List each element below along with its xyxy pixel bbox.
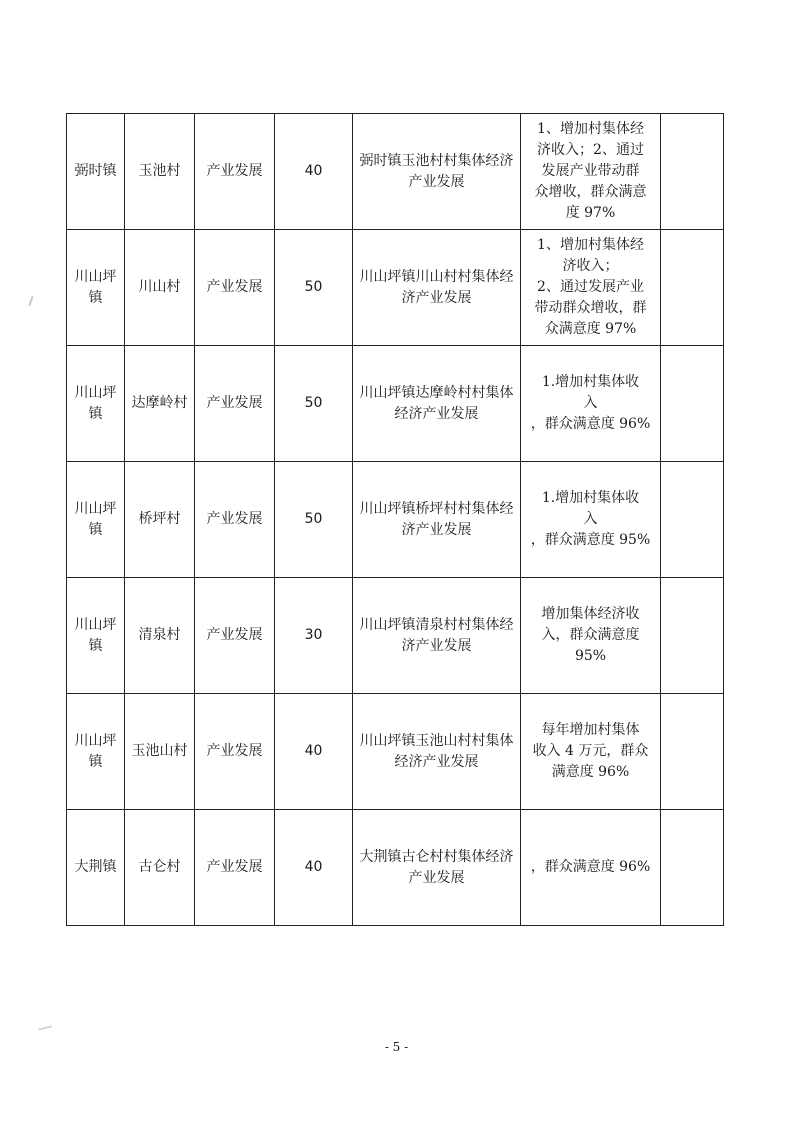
amount-cell: 40 xyxy=(275,810,353,926)
target-line: 2、通过发展产业 xyxy=(537,279,644,295)
target-line: 1、增加村集体经 xyxy=(537,237,644,253)
category-cell: 产业发展 xyxy=(195,694,275,810)
table-row xyxy=(67,694,724,810)
project-cell: 大荆镇古仑村村集体经济产业发展 xyxy=(353,810,521,926)
target-line: 发展产业带动群 xyxy=(541,163,640,179)
category-cell: 产业发展 xyxy=(195,810,275,926)
target-cell xyxy=(521,810,661,926)
target-cell xyxy=(521,578,661,694)
remark-cell xyxy=(661,346,724,462)
target-line: 度 97% xyxy=(565,205,616,221)
village-cell: 桥坪村 xyxy=(125,462,195,578)
target-line: 众增收，群众满意 xyxy=(534,184,647,200)
target-line: 增加集体经济收 xyxy=(541,606,640,622)
target-line: 95% xyxy=(574,648,607,664)
project-cell: 川山坪镇玉池山村村集体经济产业发展 xyxy=(353,694,521,810)
target-cell xyxy=(521,230,661,346)
amount-cell: 40 xyxy=(275,694,353,810)
table-row xyxy=(67,810,724,926)
village-cell: 达摩岭村 xyxy=(125,346,195,462)
target-line: ，群众满意度 96% xyxy=(530,859,651,875)
target-line: 济收入； xyxy=(562,258,619,274)
table-row xyxy=(67,230,724,346)
scan-artifact xyxy=(28,296,33,306)
town-cell: 川山坪镇 xyxy=(67,346,125,462)
target-cell xyxy=(521,346,661,462)
project-cell: 弼时镇玉池村村集体经济产业发展 xyxy=(353,114,521,230)
town-cell: 大荆镇 xyxy=(67,810,125,926)
target-line: 1、增加村集体经 xyxy=(537,121,644,137)
target-line: ，群众满意度 95% xyxy=(530,532,651,548)
amount-cell: 50 xyxy=(275,346,353,462)
remark-cell xyxy=(661,810,724,926)
target-line: 1.增加村集体收 xyxy=(541,374,640,390)
table-row xyxy=(67,462,724,578)
target-line: 济收入；2、通过 xyxy=(537,142,644,158)
village-cell: 玉池山村 xyxy=(125,694,195,810)
table-row xyxy=(67,114,724,230)
remark-cell xyxy=(661,114,724,230)
amount-cell: 50 xyxy=(275,462,353,578)
target-line: 入 xyxy=(583,511,598,527)
village-cell: 清泉村 xyxy=(125,578,195,694)
project-cell: 川山坪镇川山村村集体经济产业发展 xyxy=(353,230,521,346)
village-cell: 玉池村 xyxy=(125,114,195,230)
remark-cell xyxy=(661,462,724,578)
town-cell: 川山坪镇 xyxy=(67,462,125,578)
category-cell: 产业发展 xyxy=(195,578,275,694)
town-cell: 川山坪镇 xyxy=(67,694,125,810)
target-cell xyxy=(521,114,661,230)
town-cell: 川山坪镇 xyxy=(67,578,125,694)
target-line: ，群众满意度 96% xyxy=(530,416,651,432)
target-line: 收入 4 万元，群众 xyxy=(532,743,649,759)
project-cell: 川山坪镇达摩岭村村集体经济产业发展 xyxy=(353,346,521,462)
town-cell: 川山坪镇 xyxy=(67,230,125,346)
target-line: 众满意度 97% xyxy=(544,321,637,337)
village-cell: 川山村 xyxy=(125,230,195,346)
table-row xyxy=(67,346,724,462)
category-cell: 产业发展 xyxy=(195,230,275,346)
remark-cell xyxy=(661,694,724,810)
amount-cell: 30 xyxy=(275,578,353,694)
table-body xyxy=(67,114,724,926)
town-cell: 弼时镇 xyxy=(67,114,125,230)
scan-artifact xyxy=(38,1025,52,1030)
target-line: 入 xyxy=(583,395,598,411)
target-line: 入，群众满意度 xyxy=(541,627,640,643)
category-cell: 产业发展 xyxy=(195,462,275,578)
village-cell: 古仑村 xyxy=(125,810,195,926)
page-number: - 5 - xyxy=(384,1040,409,1054)
target-cell xyxy=(521,462,661,578)
amount-cell: 40 xyxy=(275,114,353,230)
target-line: 每年增加村集体 xyxy=(541,722,640,738)
target-cell xyxy=(521,694,661,810)
target-line: 1.增加村集体收 xyxy=(541,490,640,506)
target-line: 满意度 96% xyxy=(551,764,630,780)
project-cell: 川山坪镇清泉村村集体经济产业发展 xyxy=(353,578,521,694)
project-cell: 川山坪镇桥坪村村集体经济产业发展 xyxy=(353,462,521,578)
category-cell: 产业发展 xyxy=(195,346,275,462)
table-row xyxy=(67,578,724,694)
project-table xyxy=(66,113,724,926)
remark-cell xyxy=(661,230,724,346)
category-cell: 产业发展 xyxy=(195,114,275,230)
remark-cell xyxy=(661,578,724,694)
target-line: 带动群众增收，群 xyxy=(534,300,647,316)
amount-cell: 50 xyxy=(275,230,353,346)
